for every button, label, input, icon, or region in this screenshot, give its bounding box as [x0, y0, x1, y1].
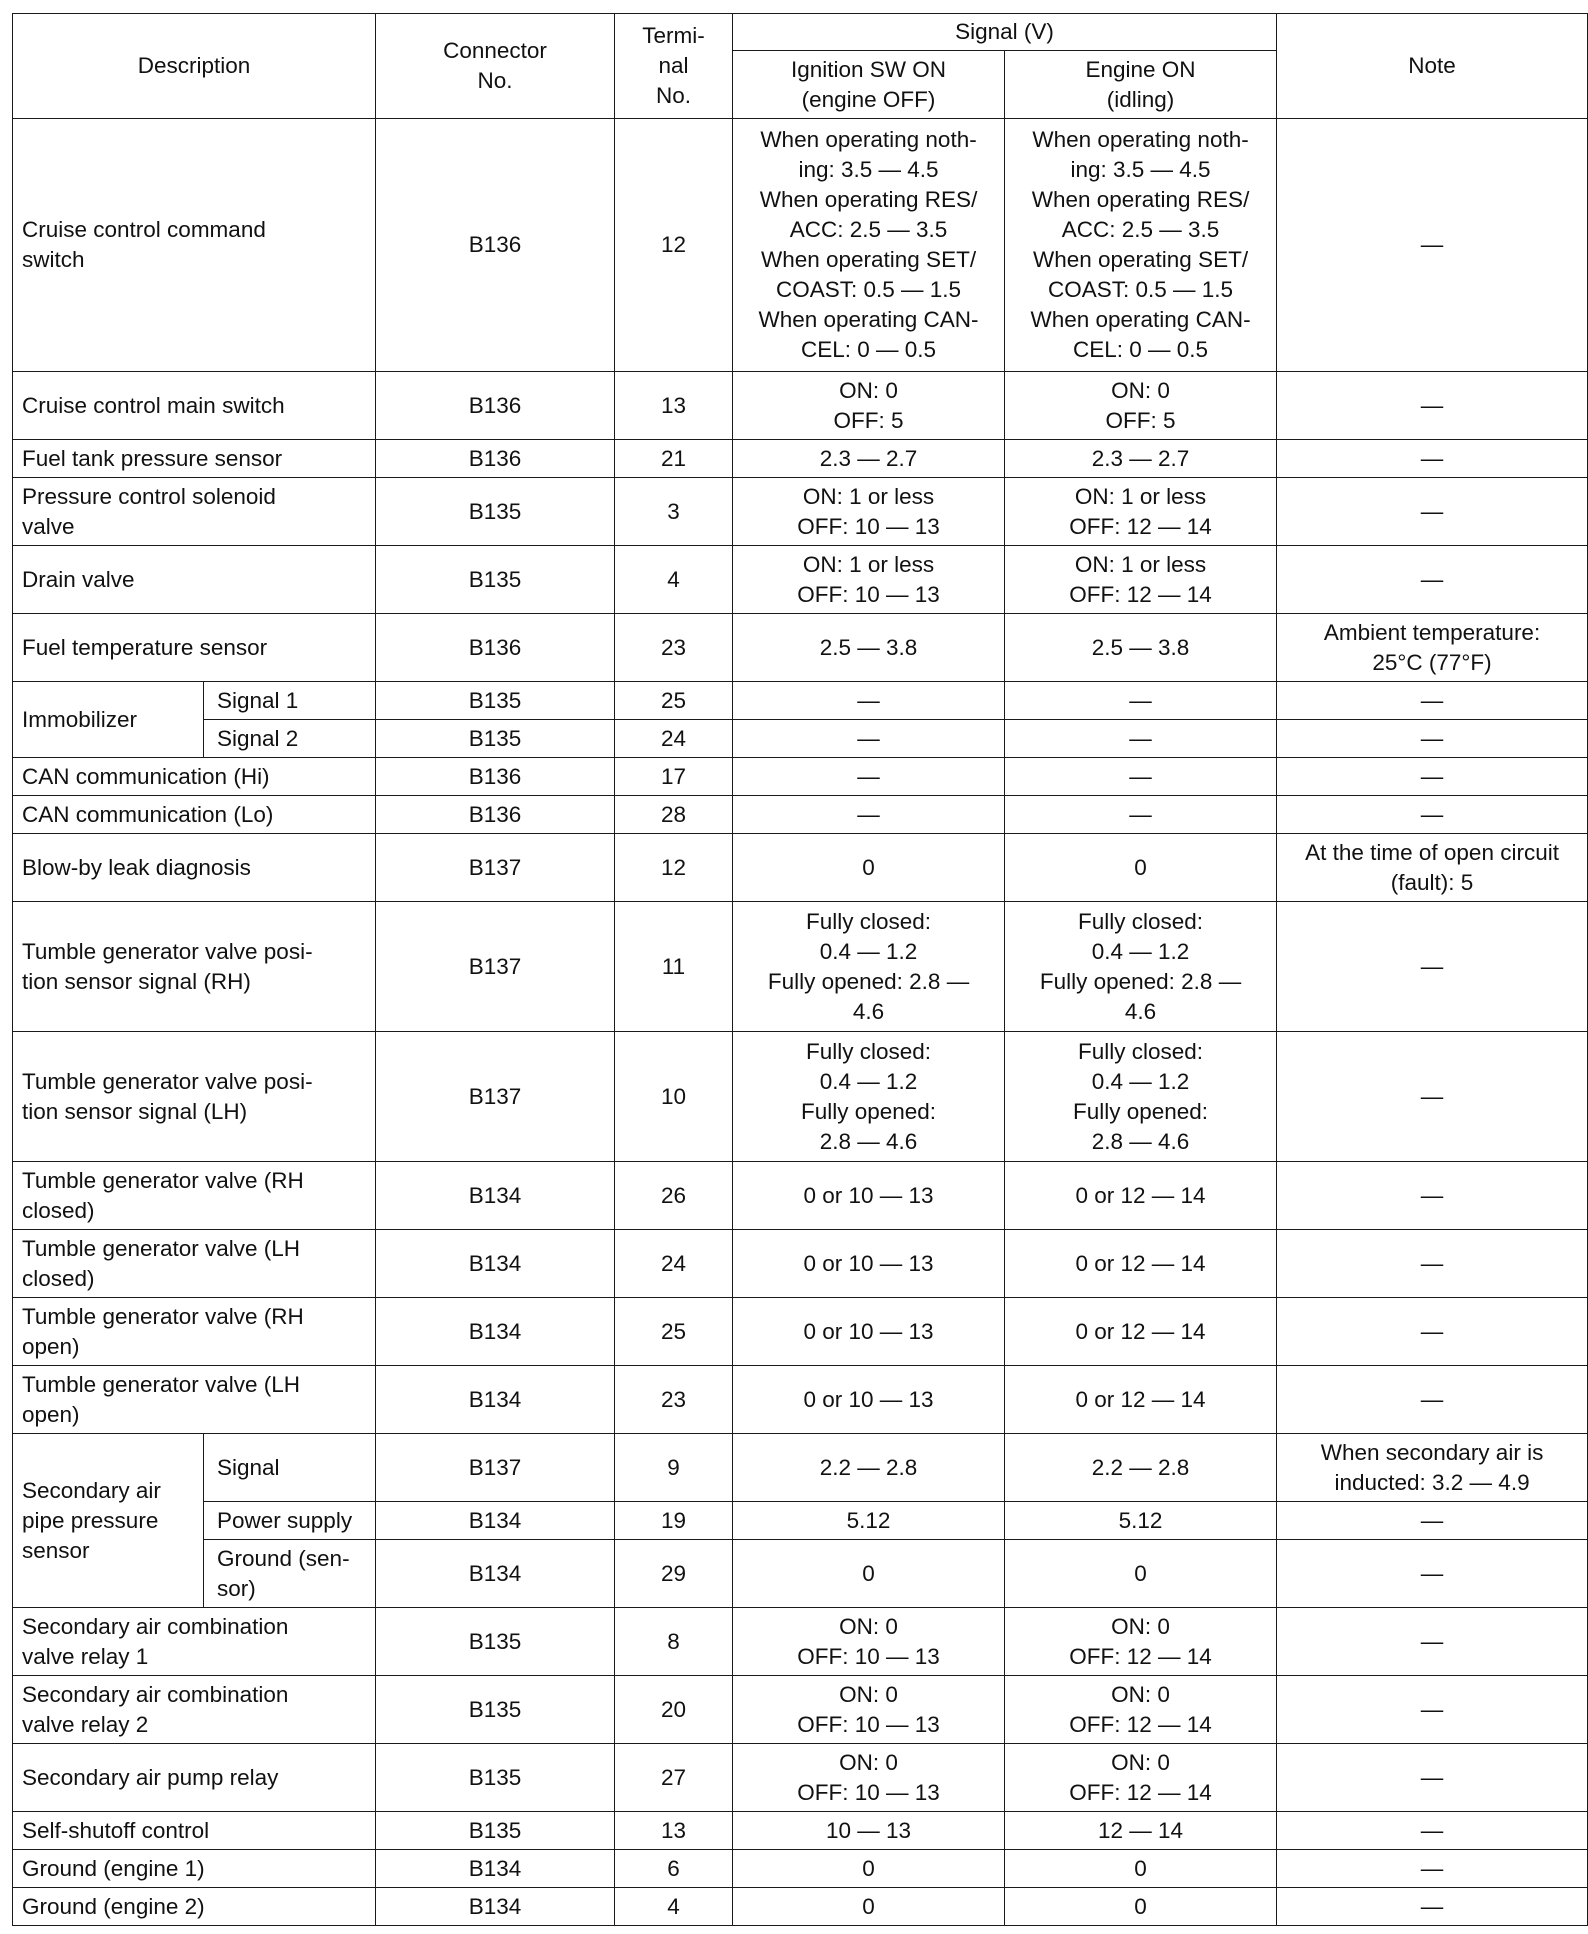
table-row [13, 1162, 1588, 1230]
row-sub-description: Ground (sen- sor) [204, 1540, 376, 1608]
table-row [13, 1434, 1588, 1502]
row-description: Tumble generator valve (LH open) [13, 1366, 376, 1434]
row-sub-description: Power supply [204, 1502, 376, 1540]
row-terminal: 13 [615, 1812, 733, 1850]
row-note: — [1277, 1298, 1588, 1366]
row-note: Ambient temperature: 25°C (77°F) [1277, 614, 1588, 682]
row-connector: B136 [376, 758, 615, 796]
table-row [13, 119, 1588, 372]
row-ignition-signal: 0 or 10 — 13 [733, 1162, 1005, 1230]
row-engine-signal: — [1005, 758, 1277, 796]
row-engine-signal: 0 or 12 — 14 [1005, 1298, 1277, 1366]
row-connector: B136 [376, 119, 615, 372]
row-engine-signal: Fully closed: 0.4 — 1.2 Fully opened: 2.8 — 4.6 [1005, 902, 1277, 1032]
row-connector: B136 [376, 372, 615, 440]
row-connector: B135 [376, 546, 615, 614]
row-description: CAN communication (Hi) [13, 758, 376, 796]
row-connector: B135 [376, 720, 615, 758]
row-description: Tumble generator valve posi- tion sensor signal (LH) [13, 1032, 376, 1162]
row-terminal: 27 [615, 1744, 733, 1812]
row-note: — [1277, 1888, 1588, 1926]
row-engine-signal: 0 [1005, 834, 1277, 902]
row-ignition-signal: — [733, 720, 1005, 758]
row-note: — [1277, 1230, 1588, 1298]
row-terminal: 25 [615, 1298, 733, 1366]
row-connector: B135 [376, 1744, 615, 1812]
row-note: — [1277, 1850, 1588, 1888]
table-row [13, 1888, 1588, 1926]
row-description: Fuel temperature sensor [13, 614, 376, 682]
row-description: Pressure control solenoid valve [13, 478, 376, 546]
row-terminal: 8 [615, 1608, 733, 1676]
row-engine-signal: 2.3 — 2.7 [1005, 440, 1277, 478]
row-connector: B137 [376, 1434, 615, 1502]
row-terminal: 25 [615, 682, 733, 720]
row-note: — [1277, 478, 1588, 546]
row-description: Tumble generator valve posi- tion sensor signal (RH) [13, 902, 376, 1032]
row-note: — [1277, 372, 1588, 440]
row-sub-description: Signal 2 [204, 720, 376, 758]
row-description: Ground (engine 2) [13, 1888, 376, 1926]
row-note: When secondary air is inducted: 3.2 — 4.9 [1277, 1434, 1588, 1502]
row-note: — [1277, 1366, 1588, 1434]
row-terminal: 12 [615, 834, 733, 902]
row-connector: B136 [376, 796, 615, 834]
row-engine-signal: 5.12 [1005, 1502, 1277, 1540]
table-row [13, 1502, 1588, 1540]
row-connector: B137 [376, 1032, 615, 1162]
row-terminal: 6 [615, 1850, 733, 1888]
table-row [13, 478, 1588, 546]
row-connector: B134 [376, 1502, 615, 1540]
row-note: — [1277, 546, 1588, 614]
row-ignition-signal: 2.5 — 3.8 [733, 614, 1005, 682]
row-ignition-signal: Fully closed: 0.4 — 1.2 Fully opened: 2.8 — 4.6 [733, 1032, 1005, 1162]
row-connector: B134 [376, 1230, 615, 1298]
row-description: Secondary air combination valve relay 2 [13, 1676, 376, 1744]
row-engine-signal: — [1005, 796, 1277, 834]
row-terminal: 24 [615, 1230, 733, 1298]
row-ignition-signal: 0 [733, 1888, 1005, 1926]
row-engine-signal: ON: 0 OFF: 12 — 14 [1005, 1676, 1277, 1744]
row-ignition-signal: 0 [733, 1850, 1005, 1888]
row-connector: B135 [376, 1676, 615, 1744]
row-engine-signal: 2.5 — 3.8 [1005, 614, 1277, 682]
row-engine-signal: 0 or 12 — 14 [1005, 1230, 1277, 1298]
row-note: At the time of open circuit (fault): 5 [1277, 834, 1588, 902]
header-description: Description [13, 14, 376, 119]
table-row [13, 1366, 1588, 1434]
row-description: Secondary air combination valve relay 1 [13, 1608, 376, 1676]
row-note: — [1277, 1162, 1588, 1230]
row-description: Blow-by leak diagnosis [13, 834, 376, 902]
row-connector: B136 [376, 614, 615, 682]
table-row [13, 440, 1588, 478]
row-terminal: 11 [615, 902, 733, 1032]
row-ignition-signal: ON: 0 OFF: 10 — 13 [733, 1608, 1005, 1676]
row-ignition-signal: ON: 0 OFF: 10 — 13 [733, 1744, 1005, 1812]
row-terminal: 17 [615, 758, 733, 796]
header-engine-on: Engine ON (idling) [1005, 51, 1277, 119]
row-ignition-signal: 0 or 10 — 13 [733, 1230, 1005, 1298]
row-note: — [1277, 682, 1588, 720]
row-note: — [1277, 1502, 1588, 1540]
row-terminal: 4 [615, 1888, 733, 1926]
row-terminal: 9 [615, 1434, 733, 1502]
row-ignition-signal: ON: 0 OFF: 10 — 13 [733, 1676, 1005, 1744]
row-engine-signal: ON: 0 OFF: 12 — 14 [1005, 1608, 1277, 1676]
row-engine-signal: 0 or 12 — 14 [1005, 1366, 1277, 1434]
row-note: — [1277, 440, 1588, 478]
row-note: — [1277, 1812, 1588, 1850]
row-note: — [1277, 720, 1588, 758]
row-terminal: 13 [615, 372, 733, 440]
row-engine-signal: — [1005, 682, 1277, 720]
row-terminal: 23 [615, 614, 733, 682]
row-note: — [1277, 1676, 1588, 1744]
row-ignition-signal: 0 or 10 — 13 [733, 1298, 1005, 1366]
row-terminal: 3 [615, 478, 733, 546]
row-engine-signal: Fully closed: 0.4 — 1.2 Fully opened: 2.8 — 4.6 [1005, 1032, 1277, 1162]
row-ignition-signal: — [733, 758, 1005, 796]
table-row [13, 1540, 1588, 1608]
header-signal: Signal (V) [733, 14, 1277, 51]
row-terminal: 29 [615, 1540, 733, 1608]
row-ignition-signal: When operating noth- ing: 3.5 — 4.5 When operating RES/ ACC: 2.5 — 3.5 When operating SET/ COAST: 0.5 — 1.5 When operating CAN- CEL: 0 — 0.5 [733, 119, 1005, 372]
row-connector: B134 [376, 1162, 615, 1230]
row-note: — [1277, 902, 1588, 1032]
row-description: CAN communication (Lo) [13, 796, 376, 834]
ecm-io-signal-table [12, 13, 1588, 1926]
table-row [13, 758, 1588, 796]
header-connector-no: Connector No. [376, 14, 615, 119]
row-sub-description: Signal [204, 1434, 376, 1502]
row-group-label: Secondary air pipe pressure sensor [13, 1434, 204, 1608]
row-description: Fuel tank pressure sensor [13, 440, 376, 478]
row-connector: B137 [376, 834, 615, 902]
row-description: Cruise control main switch [13, 372, 376, 440]
table-row [13, 1230, 1588, 1298]
row-note: — [1277, 1744, 1588, 1812]
row-note: — [1277, 119, 1588, 372]
row-engine-signal: When operating noth- ing: 3.5 — 4.5 When operating RES/ ACC: 2.5 — 3.5 When operating SET/ COAST: 0.5 — 1.5 When operating CAN- CEL: 0 — 0.5 [1005, 119, 1277, 372]
header-terminal-no: Termi- nal No. [615, 14, 733, 119]
row-description: Self-shutoff control [13, 1812, 376, 1850]
row-description: Tumble generator valve (RH open) [13, 1298, 376, 1366]
row-terminal: 28 [615, 796, 733, 834]
table-row [13, 1032, 1588, 1162]
row-connector: B136 [376, 440, 615, 478]
table-row [13, 1850, 1588, 1888]
row-engine-signal: 0 [1005, 1850, 1277, 1888]
row-terminal: 4 [615, 546, 733, 614]
row-terminal: 21 [615, 440, 733, 478]
row-terminal: 20 [615, 1676, 733, 1744]
row-ignition-signal: ON: 1 or less OFF: 10 — 13 [733, 546, 1005, 614]
row-connector: B135 [376, 478, 615, 546]
table-row [13, 372, 1588, 440]
row-ignition-signal: 0 [733, 834, 1005, 902]
row-note: — [1277, 758, 1588, 796]
row-connector: B134 [376, 1366, 615, 1434]
row-ignition-signal: 0 or 10 — 13 [733, 1366, 1005, 1434]
row-description: Tumble generator valve (LH closed) [13, 1230, 376, 1298]
header-note: Note [1277, 14, 1588, 119]
row-terminal: 19 [615, 1502, 733, 1540]
row-engine-signal: 12 — 14 [1005, 1812, 1277, 1850]
table-row [13, 796, 1588, 834]
row-terminal: 24 [615, 720, 733, 758]
row-description: Ground (engine 1) [13, 1850, 376, 1888]
row-terminal: 23 [615, 1366, 733, 1434]
row-terminal: 26 [615, 1162, 733, 1230]
row-connector: B135 [376, 1812, 615, 1850]
row-engine-signal: — [1005, 720, 1277, 758]
table-row [13, 1608, 1588, 1676]
row-engine-signal: 0 [1005, 1888, 1277, 1926]
row-connector: B134 [376, 1298, 615, 1366]
row-connector: B134 [376, 1850, 615, 1888]
table-row [13, 720, 1588, 758]
row-note: — [1277, 1032, 1588, 1162]
row-description: Tumble generator valve (RH closed) [13, 1162, 376, 1230]
row-ignition-signal: ON: 1 or less OFF: 10 — 13 [733, 478, 1005, 546]
row-sub-description: Signal 1 [204, 682, 376, 720]
row-engine-signal: ON: 1 or less OFF: 12 — 14 [1005, 546, 1277, 614]
row-description: Cruise control command switch [13, 119, 376, 372]
row-engine-signal: 2.2 — 2.8 [1005, 1434, 1277, 1502]
table-row [13, 834, 1588, 902]
row-connector: B135 [376, 1608, 615, 1676]
row-engine-signal: ON: 0 OFF: 12 — 14 [1005, 1744, 1277, 1812]
row-note: — [1277, 1540, 1588, 1608]
table-row [13, 614, 1588, 682]
row-terminal: 10 [615, 1032, 733, 1162]
row-engine-signal: 0 [1005, 1540, 1277, 1608]
table-row [13, 1676, 1588, 1744]
row-ignition-signal: 2.3 — 2.7 [733, 440, 1005, 478]
table-row [13, 1812, 1588, 1850]
row-ignition-signal: ON: 0 OFF: 5 [733, 372, 1005, 440]
table-row [13, 1298, 1588, 1366]
row-note: — [1277, 796, 1588, 834]
table-row [13, 682, 1588, 720]
row-engine-signal: 0 or 12 — 14 [1005, 1162, 1277, 1230]
row-description: Drain valve [13, 546, 376, 614]
row-engine-signal: ON: 1 or less OFF: 12 — 14 [1005, 478, 1277, 546]
table-row [13, 1744, 1588, 1812]
row-engine-signal: ON: 0 OFF: 5 [1005, 372, 1277, 440]
row-connector: B134 [376, 1540, 615, 1608]
row-ignition-signal: — [733, 796, 1005, 834]
row-ignition-signal: 0 [733, 1540, 1005, 1608]
row-connector: B134 [376, 1888, 615, 1926]
table-row [13, 546, 1588, 614]
row-connector: B137 [376, 902, 615, 1032]
table-row [13, 902, 1588, 1032]
row-connector: B135 [376, 682, 615, 720]
row-ignition-signal: 10 — 13 [733, 1812, 1005, 1850]
row-ignition-signal: 2.2 — 2.8 [733, 1434, 1005, 1502]
row-terminal: 12 [615, 119, 733, 372]
row-description: Secondary air pump relay [13, 1744, 376, 1812]
row-ignition-signal: Fully closed: 0.4 — 1.2 Fully opened: 2.8 — 4.6 [733, 902, 1005, 1032]
row-ignition-signal: — [733, 682, 1005, 720]
row-ignition-signal: 5.12 [733, 1502, 1005, 1540]
row-note: — [1277, 1608, 1588, 1676]
header-ignition-sw-on: Ignition SW ON (engine OFF) [733, 51, 1005, 119]
row-group-label: Immobilizer [13, 682, 204, 758]
